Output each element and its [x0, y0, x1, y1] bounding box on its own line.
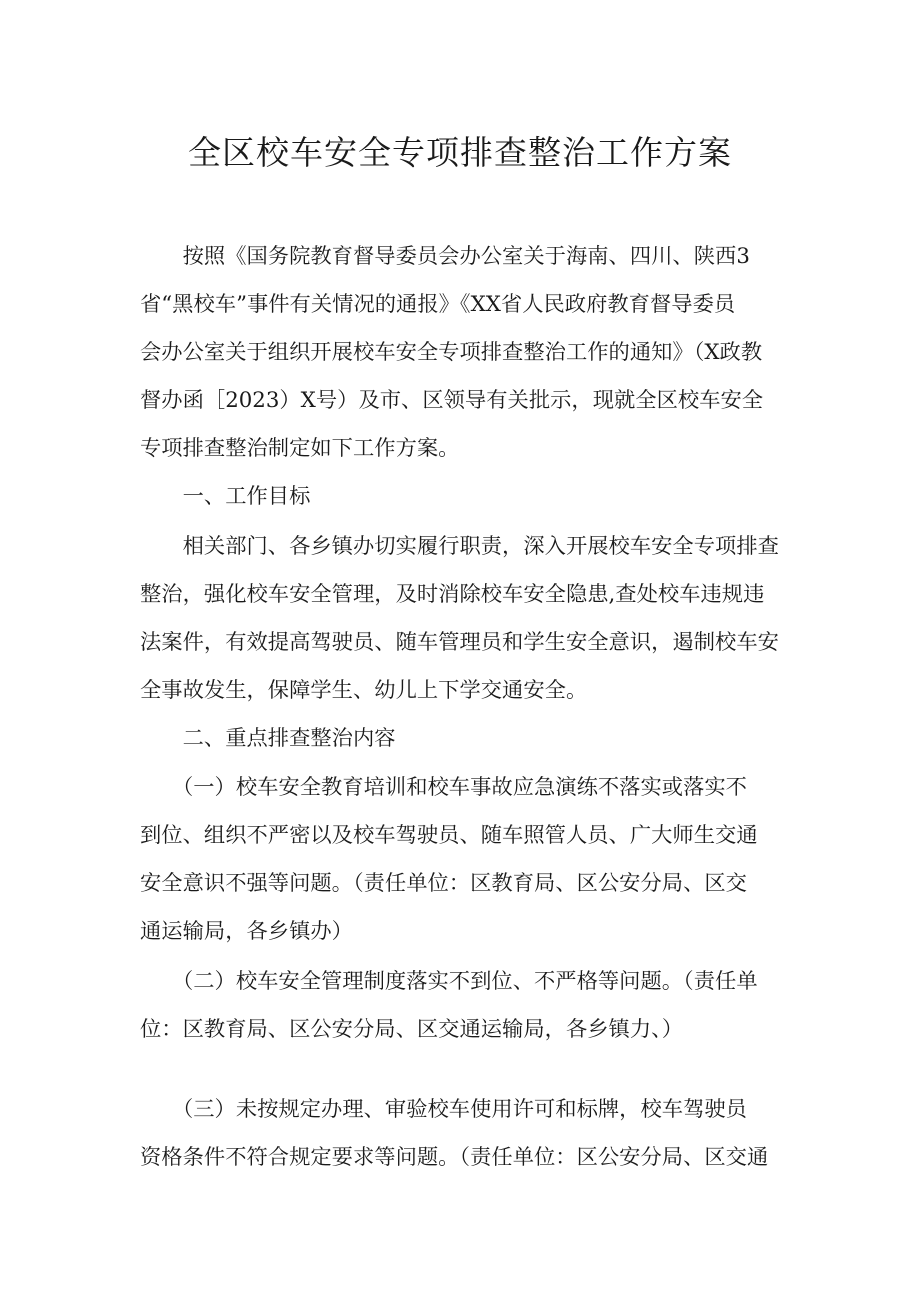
paragraph-line: 省“黑校车”事件有关情况的通报》《XX省人民政府教育督导委员 — [140, 292, 736, 317]
paragraph-line: 全事故发生，保障学生、幼儿上下学交通安全。 — [140, 678, 588, 703]
paragraph-line: （一）校车安全教育培训和校车事故应急演练不落实或落实不 — [140, 775, 747, 800]
paragraph-line: 会办公室关于组织开展校车安全专项排查整治工作的通知》（X政教 — [140, 340, 763, 365]
document-title: 全区校车安全专项排查整治工作方案 — [188, 133, 732, 172]
paragraph-line: （三）未按规定办理、审验校车使用许可和标牌，校车驾驶员 — [140, 1097, 747, 1122]
paragraph-line: 资格条件不符合规定要求等问题。（责任单位：区公安分局、区交通 — [140, 1145, 769, 1170]
paragraph-line: 督办函［2023）X号）及市、区领导有关批示，现就全区校车安全 — [140, 388, 764, 413]
paragraph-line: 专项排查整治制定如下工作方案。 — [140, 436, 460, 461]
paragraph-line: 法案件，有效提高驾驶员、随车管理员和学生安全意识，遏制校车安 — [140, 630, 779, 655]
paragraph-line: 到位、组织不严密以及校车驾驶员、随车照管人员、广大师生交通 — [140, 823, 758, 848]
paragraph-line: 整治，强化校车安全管理，及时消除校车安全隐患,查处校车违规违 — [140, 582, 765, 607]
paragraph-line: 位：区教育局、区公安分局、区交通运输局，各乡镇力、） — [140, 1017, 684, 1042]
paragraph-line: 相关部门、各乡镇办切实履行职责，深入开展校车安全专项排查 — [140, 534, 779, 559]
section-heading: 一、工作目标 — [140, 484, 311, 509]
paragraph-line: （二）校车安全管理制度落实不到位、不严格等问题。（责任单 — [140, 969, 758, 994]
paragraph-line: 安全意识不强等问题。（责任单位：区教育局、区公安分局、区交 — [140, 871, 747, 896]
paragraph-line: 通运输局，各乡镇办） — [140, 919, 353, 944]
section-heading: 二、重点排查整治内容 — [140, 726, 396, 751]
paragraph-line: 按照《国务院教育督导委员会办公室关于海南、四川、陕西3 — [140, 244, 750, 269]
